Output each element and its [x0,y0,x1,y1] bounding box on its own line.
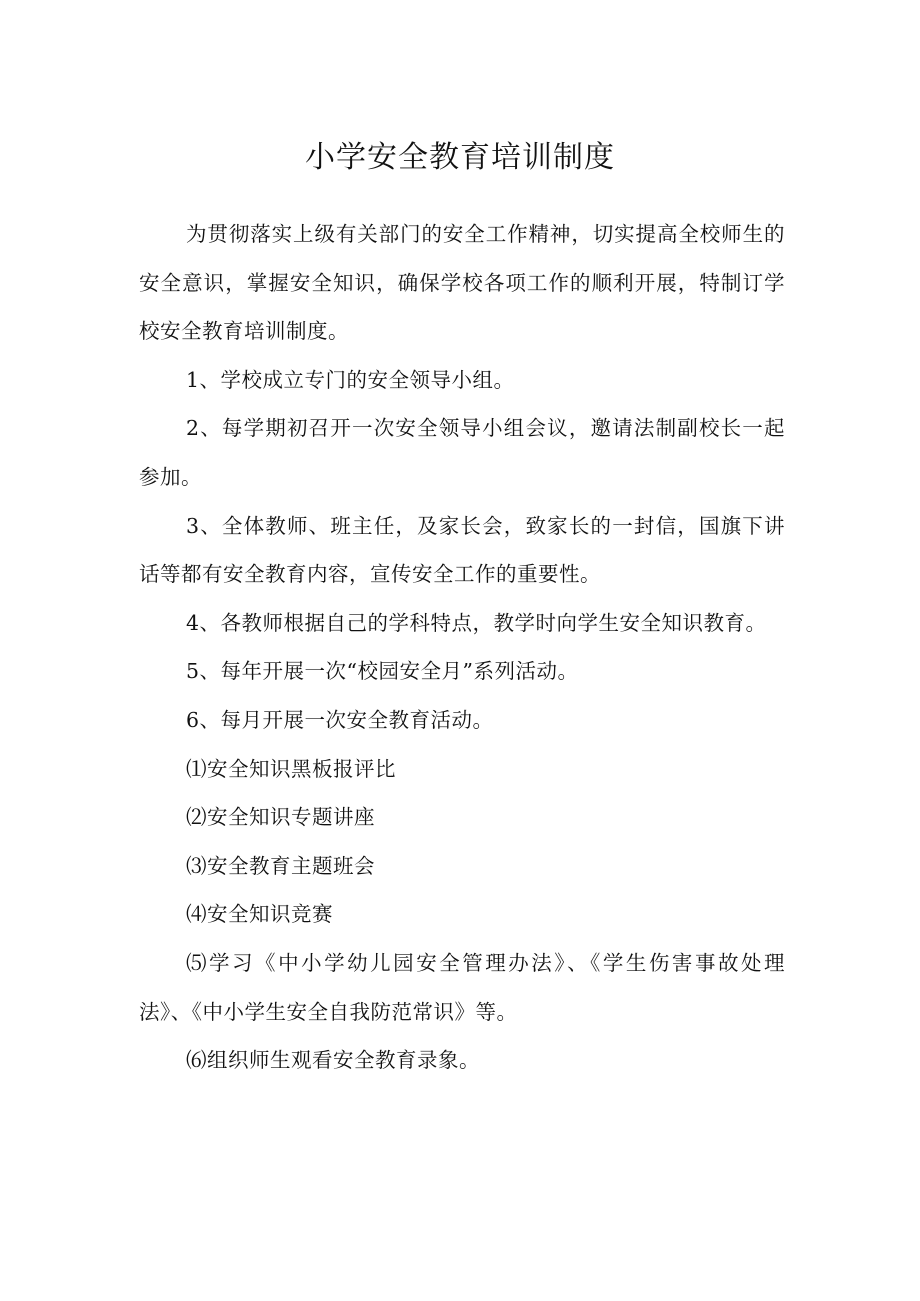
rule-1-paragraph: 1、学校成立专门的安全领导小组。 [186,367,515,392]
rule-2-paragraph: 2、每学期初召开一次安全领导小组会议，邀请法制副校长一起参加。 [139,416,785,489]
activity-4-item: ⑷安全知识竞赛 [186,902,333,927]
document-title: 小学安全教育培训制度 [305,140,615,175]
intro-paragraph: 为贯彻落实上级有关部门的安全工作精神，切实提高全校师生的安全意识，掌握安全知识，确保学校各项工作的顺利开展，特制订学校安全教育培训制度。 [139,222,785,344]
rule-4-paragraph: 4、各教师根据自己的学科特点，教学时向学生安全知识教育。 [186,610,767,635]
activity-3-item: ⑶安全教育主题班会 [186,853,375,878]
activity-5-item: ⑸学习《中小学幼儿园安全管理办法》、《学生伤害事故处理法》、《中小学生安全自我防范常识》等。 [139,950,785,1024]
rule-6-paragraph: 6、每月开展一次安全教育活动。 [186,707,494,732]
activity-6-item: ⑹组织师生观看安全教育录象。 [186,1048,480,1073]
rule-5-paragraph: 5、每年开展一次“校园安全月”系列活动。 [186,659,579,684]
rule-3-paragraph: 3、全体教师、班主任，及家长会，致家长的一封信，国旗下讲话等都有安全教育内容，宣传安全工作的重要性。 [139,513,785,587]
activity-1-item: ⑴安全知识黑板报评比 [186,756,396,781]
document-body [139,210,785,1085]
activity-2-item: ⑵安全知识专题讲座 [186,805,375,830]
